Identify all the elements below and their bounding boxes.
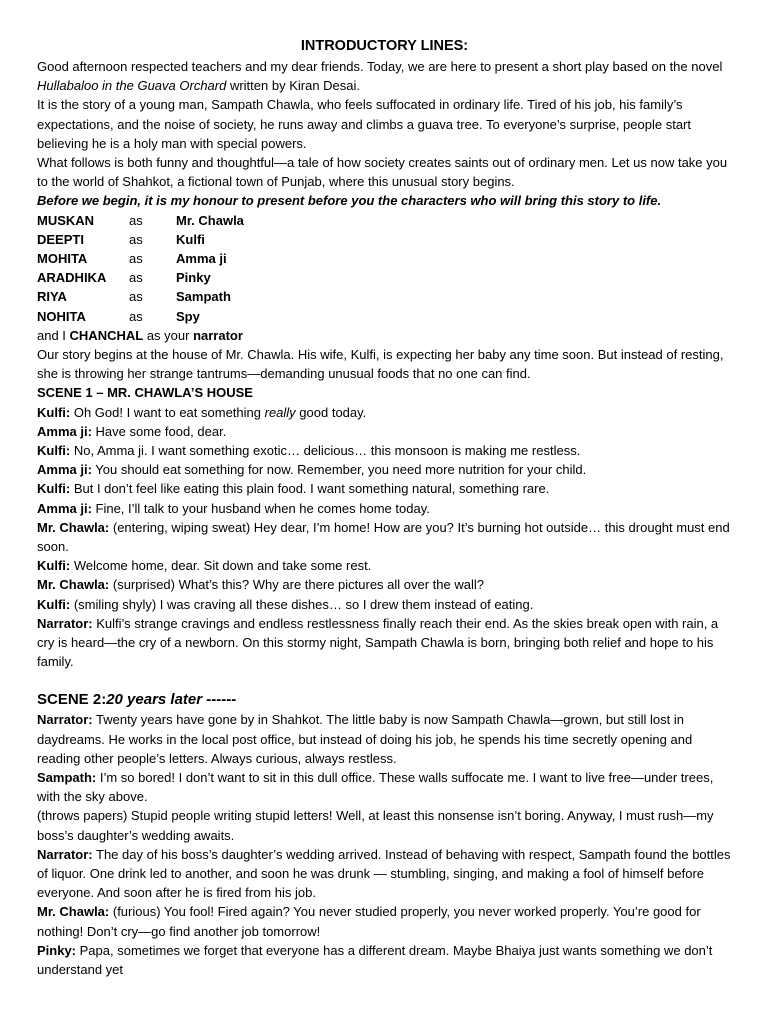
dialogue-line: (throws papers) Stupid people writing stupid letters! Well, at least this nonsense isn’t boring. Anyway, I must rush—my boss’s daughter’s wedding awaits.: [37, 808, 714, 843]
dialogue-line: [37, 902, 732, 940]
novel-title: Hullabaloo in the Guava Orchard: [37, 78, 227, 94]
dialogue-line: [37, 941, 732, 979]
speaker-label: Mr. Chawla:: [37, 519, 110, 535]
scene2-subtitle: 20 years later: [106, 691, 203, 709]
dialogue-text: Welcome home, dear. Sit down and take some rest.: [70, 558, 372, 574]
dialogue-text: The day of his boss’s daughter’s wedding arrived. Instead of behaving with respect, Sampath found the bottles of liquor. One drink led to another, and soon he was drunk — stumbling, singing, and making a fool of himself before everyone. And soon after he is fired from his job.: [37, 846, 731, 901]
speaker-label: Kulfi:: [37, 596, 71, 612]
cast-row: [37, 287, 732, 306]
cast-as: as: [129, 212, 143, 228]
dialogue-text: No, Amma ji. I want something exotic… delicious… this monsoon is making me restless.: [70, 442, 581, 458]
intro-paragraph-1: [37, 57, 732, 95]
intro-paragraph-4: Before we begin, it is my honour to present before you the characters who will bring this story to life.: [37, 193, 662, 209]
dialogue-line: [37, 460, 732, 479]
dialogue-line: [37, 403, 732, 422]
dialogue-text: (surprised) What’s this? Why are there pictures all over the wall?: [109, 577, 484, 593]
dialogue-line: [37, 518, 732, 556]
dialogue-line: [37, 768, 732, 806]
cast-as: as: [129, 231, 143, 247]
cast-role: Mr. Chawla: [176, 212, 244, 228]
dialogue-text: (furious) You fool! Fired again? You never studied properly, you never worked properly. You’re good for nothing! Don’t cry—go find another job tomorrow!: [37, 904, 701, 939]
page-title: INTRODUCTORY LINES:: [300, 38, 469, 54]
cast-as: as: [129, 308, 143, 324]
narrator-line-text: and I: [37, 327, 70, 343]
dialogue-text: Fine, I’ll talk to your husband when he comes home today.: [91, 500, 430, 516]
cast-role: Kulfi: [176, 231, 205, 247]
scene2-dashes: ------: [202, 691, 237, 709]
speaker-label: Amma ji:: [37, 423, 92, 439]
dialogue-line: [37, 845, 732, 903]
dialogue-text: (smiling shyly) I was craving all these dishes… so I drew them instead of eating.: [70, 596, 534, 612]
cast-row: [37, 268, 732, 287]
cast-actor: RIYA: [37, 289, 67, 305]
cast-list: [37, 211, 732, 326]
dialogue-line: [37, 710, 732, 768]
scene1-heading: SCENE 1 – MR. CHAWLA’S HOUSE: [37, 385, 253, 401]
emphasis-text: really: [264, 404, 296, 420]
speaker-label: Amma ji:: [37, 462, 92, 478]
speaker-label: Mr. Chawla:: [37, 904, 110, 920]
narrator-role: narrator: [193, 327, 243, 343]
cast-as: as: [129, 289, 143, 305]
dialogue-text: I’m so bored! I don’t want to sit in this dull office. These walls suffocate me. I want to live free—under trees, with the sky above.: [37, 770, 714, 805]
dialogue-line: [37, 575, 732, 594]
narrator-intro-line: [37, 326, 732, 345]
cast-row: [37, 230, 732, 249]
scene1-intro: Our story begins at the house of Mr. Chawla. His wife, Kulfi, is expecting her baby any time soon. But instead of resting, she is throwing her strange tantrums—demanding unusual foods that no one can find.: [37, 346, 724, 382]
cast-role: Pinky: [176, 270, 211, 286]
speaker-label: Narrator:: [37, 712, 93, 728]
dialogue-text: You should eat something for now. Remember, you need more nutrition for your child.: [91, 462, 587, 478]
intro-paragraph-3: What follows is both funny and thoughtful—a tale of how society creates saints out of ordinary men. Let us now take you to the world of Shahkot, a fictional town of Punjab, where this unusual story begins.: [37, 155, 728, 190]
intro-text: Good afternoon respected teachers and my dear friends. Today, we are here to present a short play based on the novel: [37, 59, 723, 74]
cast-actor: MOHITA: [37, 251, 88, 266]
speaker-label: Pinky:: [37, 942, 77, 958]
cast-row: [37, 211, 732, 230]
cast-actor: ARADHIKA: [37, 270, 107, 286]
speaker-label: Amma ji:: [37, 500, 92, 516]
speaker-label: Narrator:: [37, 615, 93, 631]
cast-as: as: [129, 251, 143, 266]
cast-row: [37, 307, 732, 326]
scene2-label: SCENE 2:: [37, 691, 107, 709]
dialogue-line: [37, 422, 732, 441]
cast-actor: MUSKAN: [37, 212, 95, 228]
cast-role: Amma ji: [176, 251, 227, 266]
dialogue-text: Oh God! I want to eat something: [70, 404, 265, 420]
dialogue-text: Kulfi’s strange cravings and endless restlessness finally reach their end. As the skies break open with rain, a cry is heard—the cry of a newborn. On this stormy night, Sampath Chawla is born, bringing both relief and hope to his family.: [37, 615, 719, 670]
cast-actor: DEEPTI: [37, 231, 84, 247]
cast-as: as: [129, 270, 143, 286]
dialogue-text: good today.: [295, 404, 367, 420]
dialogue-text: But I don’t feel like eating this plain food. I want something natural, something rare.: [70, 481, 550, 497]
speaker-label: Kulfi:: [37, 404, 71, 420]
cast-actor: NOHITA: [37, 308, 86, 324]
dialogue-line: [37, 441, 732, 460]
dialogue-line: [37, 556, 732, 575]
cast-row: [37, 249, 732, 268]
speaker-label: Narrator:: [37, 846, 93, 862]
speaker-label: Sampath:: [37, 770, 97, 786]
dialogue-line: [37, 614, 732, 672]
dialogue-text: Have some food, dear.: [91, 423, 227, 439]
cast-role: Spy: [176, 308, 200, 324]
dialogue-line: [37, 479, 732, 498]
dialogue-text: Papa, sometimes we forget that everyone has a different dream. Maybe Bhaiya just wants something we don’t understand yet: [37, 942, 713, 978]
speaker-label: Kulfi:: [37, 481, 71, 497]
dialogue-line: [37, 499, 732, 518]
speaker-label: Kulfi:: [37, 442, 71, 458]
scene2-heading: [37, 690, 732, 710]
intro-text: written by Kiran Desai.: [226, 78, 361, 94]
dialogue-text: Twenty years have gone by in Shahkot. The little baby is now Sampath Chawla—grown, but still lost in daydreams. He works in the local post office, but instead of doing his job, he spends his time secretly opening and reading other people’s letters. Always curious, always restless.: [37, 712, 693, 766]
dialogue-text: (entering, wiping sweat) Hey dear, I’m home! How are you? It’s burning hot outside… this drought must end soon.: [37, 519, 730, 554]
dialogue-line: [37, 595, 732, 614]
narrator-line-text: as your: [143, 327, 194, 343]
intro-paragraph-2: It is the story of a young man, Sampath Chawla, who feels suffocated in ordinary life. Tired of his job, his family’s expectations, and the noise of society, he runs away and climbs a guava tree. To everyone’s surprise, people start believing he is a holy man with special powers.: [37, 97, 691, 151]
cast-role: Sampath: [176, 289, 231, 305]
section-spacer: [37, 671, 732, 690]
narrator-actor: CHANCHAL: [69, 327, 144, 343]
speaker-label: Kulfi:: [37, 558, 71, 574]
speaker-label: Mr. Chawla:: [37, 577, 110, 593]
